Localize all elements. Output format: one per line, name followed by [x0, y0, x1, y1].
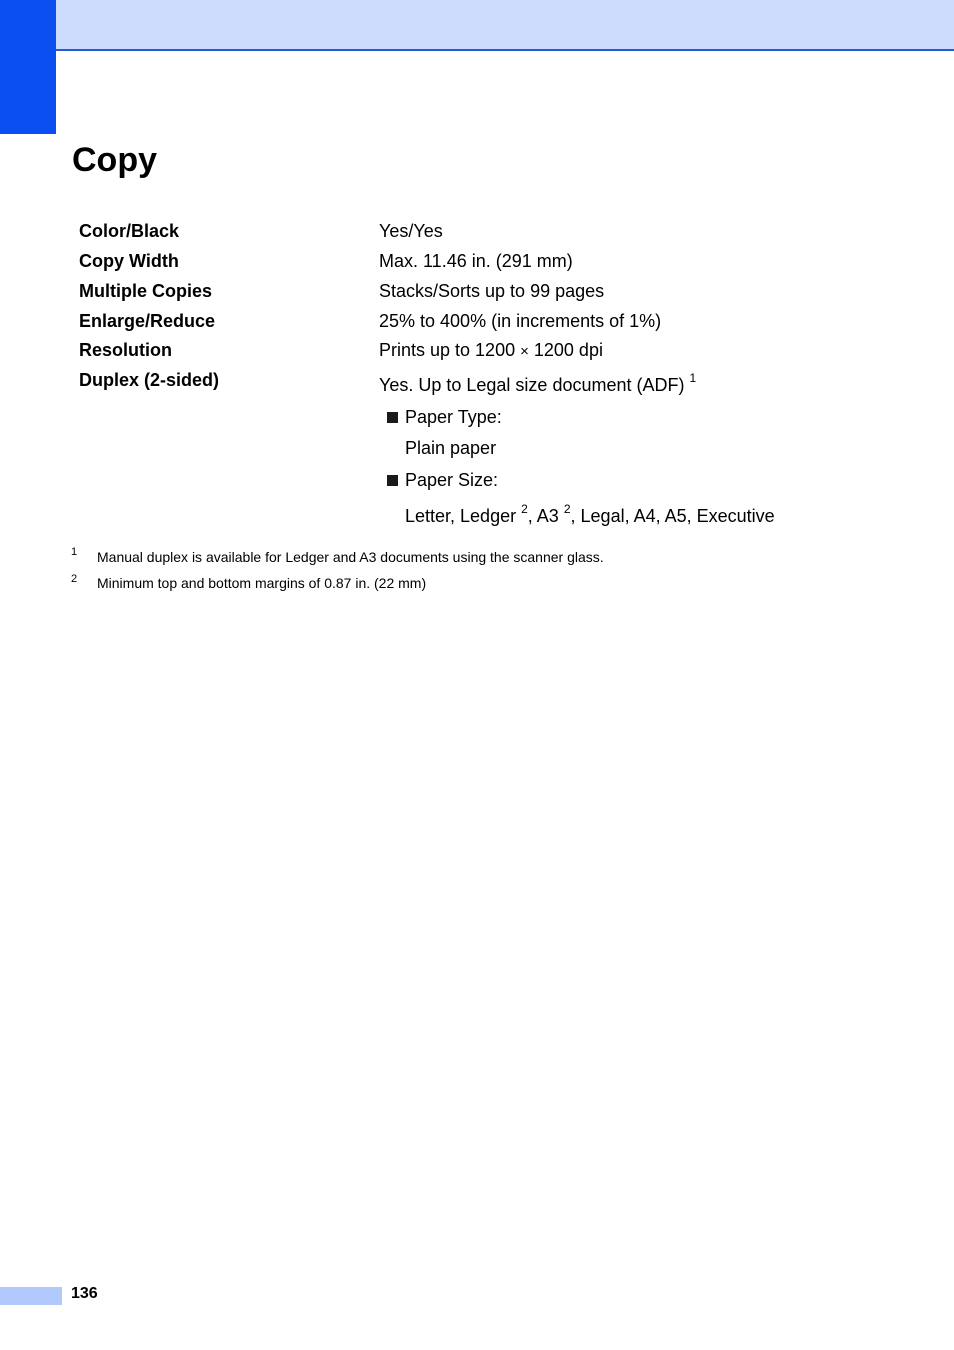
spec-label-color-black: Color/Black	[79, 221, 180, 241]
spec-value-copy-width: Max. 11.46 in. (291 mm)	[379, 251, 573, 271]
footnote-ref-1: 1	[689, 371, 697, 385]
resolution-suffix: 1200 dpi	[533, 340, 603, 360]
page-title: Copy	[72, 141, 157, 179]
paper-type-value: Plain paper	[405, 438, 497, 458]
paper-size-part: , Legal, A4, A5, Executive	[570, 506, 775, 526]
spec-label-duplex: Duplex (2-sided)	[79, 370, 220, 390]
spec-value-multiple-copies: Stacks/Sorts up to 99 pages	[379, 281, 605, 301]
spec-label-multiple-copies: Multiple Copies	[79, 281, 213, 301]
paper-size-part: , A3	[527, 506, 559, 526]
header-band	[56, 0, 954, 51]
spec-label-copy-width: Copy Width	[79, 251, 179, 271]
paper-size-value	[405, 502, 775, 527]
bullet-square-icon	[387, 412, 398, 423]
footnote-mark: 1	[71, 546, 78, 558]
times-symbol: ×	[520, 343, 529, 360]
spec-value-enlarge-reduce: 25% to 400% (in increments of 1%)	[379, 311, 662, 331]
spec-label-enlarge-reduce: Enlarge/Reduce	[79, 311, 216, 331]
spec-value-color-black: Yes/Yes	[379, 221, 443, 241]
spec-value-resolution	[379, 339, 603, 363]
page-number: 136	[71, 1285, 98, 1302]
footnote-text: Minimum top and bottom margins of 0.87 in. (22 mm)	[97, 575, 427, 591]
resolution-prefix: Prints up to 1200	[379, 340, 516, 360]
footnote-ref-2: 2	[521, 502, 528, 516]
bullet-square-icon	[387, 475, 398, 486]
paper-type-label: Paper Type:	[405, 407, 502, 427]
chapter-tab	[0, 0, 56, 134]
footnote-text: Manual duplex is available for Ledger and A3 documents using the scanner glass.	[97, 549, 604, 565]
spec-value-duplex	[379, 371, 697, 396]
spec-label-resolution: Resolution	[79, 340, 172, 360]
duplex-value-text: Yes. Up to Legal size document (ADF)	[379, 375, 685, 395]
footnote-mark: 2	[71, 573, 78, 585]
page-tab	[0, 1287, 62, 1305]
paper-size-part: Letter, Ledger	[405, 506, 517, 526]
footnote-ref-2: 2	[563, 502, 571, 516]
paper-size-label: Paper Size:	[405, 470, 499, 490]
